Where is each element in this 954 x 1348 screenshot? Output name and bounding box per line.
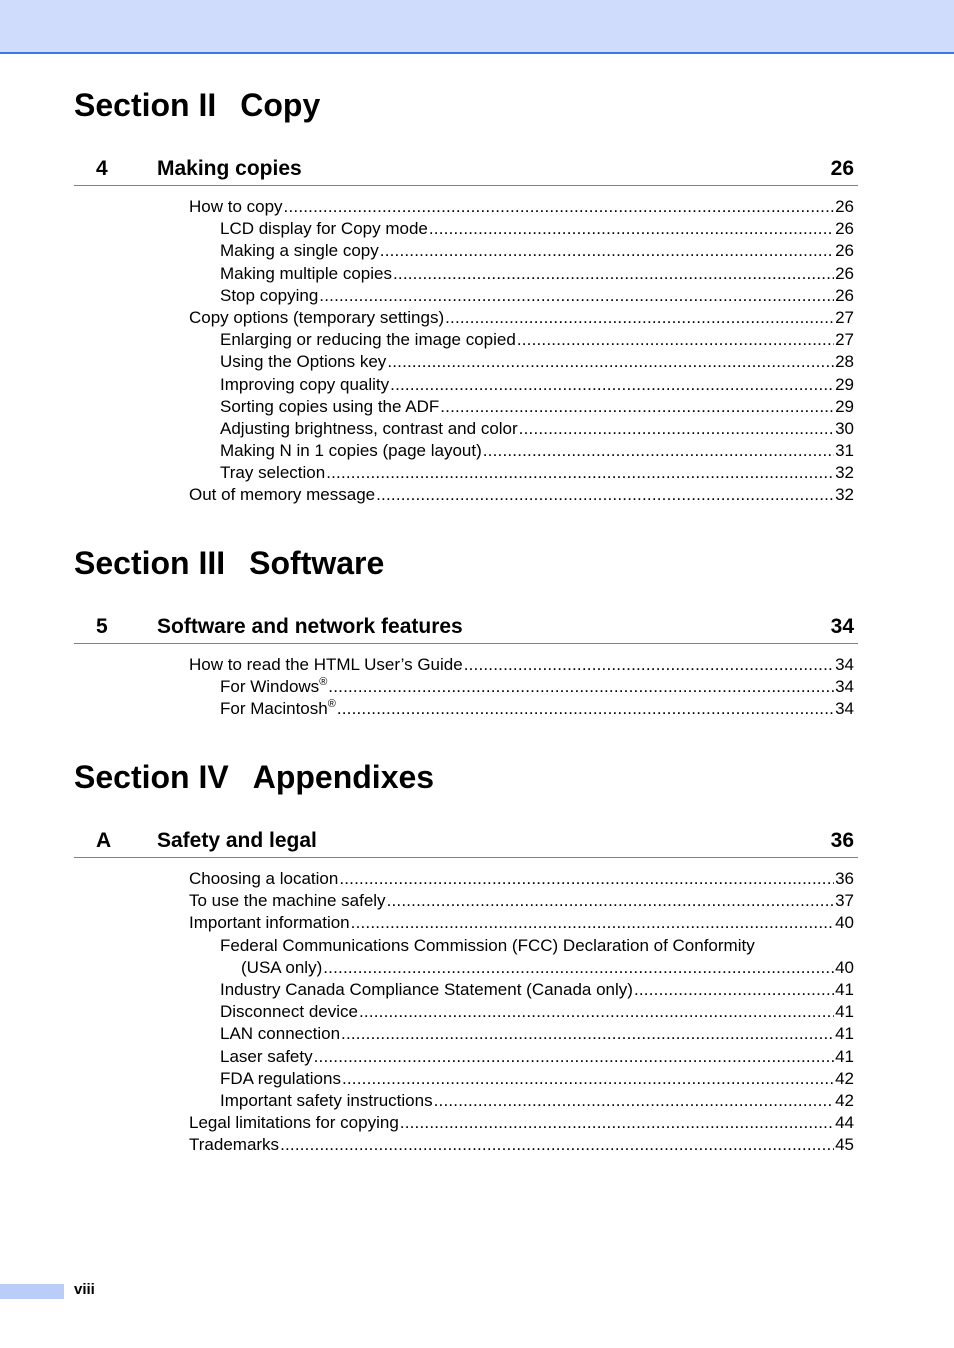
dot-leader [323, 957, 834, 979]
toc-entry[interactable] [189, 240, 854, 262]
dot-leader [326, 462, 834, 484]
toc-entry[interactable] [189, 263, 854, 285]
toc-entry[interactable] [189, 1134, 854, 1156]
toc-entry-title: Adjusting brightness, contrast and color [220, 418, 518, 438]
dot-leader [393, 263, 834, 285]
toc-entry[interactable] [189, 979, 854, 1001]
toc-entry[interactable] [189, 935, 854, 957]
toc-entry-title: Enlarging or reducing the image copied [220, 330, 516, 350]
toc-entry-title: Important safety instructions [220, 1090, 433, 1110]
chapter-heading[interactable]: 5 Software and network features 34 [74, 613, 858, 644]
toc-entry-title: Legal limitations for copying [189, 1113, 399, 1133]
toc-entry-title: FDA regulations [220, 1068, 341, 1088]
toc-list [189, 196, 854, 507]
toc-entry-title: For Macintosh® [220, 697, 336, 719]
toc-list [189, 868, 854, 1156]
toc-entry-page: 27 [835, 307, 854, 327]
toc-entry-title: Copy options (temporary settings) [189, 307, 445, 327]
toc-entry-page: 41 [835, 1024, 854, 1044]
toc-entry-title: Trademarks [189, 1135, 280, 1155]
toc-entry-page: 42 [835, 1068, 854, 1088]
toc-entry[interactable] [189, 912, 854, 934]
toc-entry[interactable] [189, 218, 854, 240]
toc-entry-title: Out of memory message [189, 485, 376, 505]
toc-entry-page: 44 [835, 1113, 854, 1133]
dot-leader [342, 1068, 834, 1090]
toc-entry[interactable] [189, 440, 854, 462]
toc-entry[interactable] [189, 1023, 854, 1045]
dot-leader [319, 285, 834, 307]
dot-leader [387, 890, 835, 912]
dot-leader [341, 1023, 834, 1045]
toc-entry[interactable] [189, 957, 854, 979]
toc-entry[interactable] [189, 1001, 854, 1023]
dot-leader [429, 218, 834, 240]
dot-leader [445, 307, 834, 329]
toc-entry[interactable] [189, 307, 854, 329]
toc-entry-title: (USA only) [241, 957, 323, 977]
toc-entry[interactable] [189, 1046, 854, 1068]
toc-entry-title: How to read the HTML User’s Guide [189, 655, 463, 674]
toc-entry-page: 26 [835, 263, 854, 283]
toc-entry-title: Disconnect device [220, 1002, 358, 1022]
dot-leader [380, 240, 834, 262]
dot-leader [387, 351, 834, 373]
toc-entry-page: 34 [835, 677, 854, 697]
toc-entry-page: 40 [835, 913, 854, 933]
toc-entry[interactable] [189, 462, 854, 484]
dot-leader [440, 396, 834, 418]
toc-entry-page: 41 [835, 1046, 854, 1066]
toc-entry-title: Laser safety [220, 1046, 313, 1066]
dot-leader [400, 1112, 834, 1134]
toc-entry-page: 45 [835, 1135, 854, 1155]
chapter-heading[interactable]: 4 Making copies 26 [74, 155, 858, 186]
dot-leader [376, 484, 834, 506]
toc-entry-page: 29 [835, 374, 854, 394]
toc-entry-page: 26 [835, 285, 854, 305]
section-title: Section IV Appendixes [74, 759, 435, 795]
dot-leader [337, 698, 834, 720]
chapter-heading[interactable]: A Safety and legal 36 [74, 827, 858, 858]
page-number: viii [74, 1281, 95, 1298]
toc-entry[interactable] [189, 1068, 854, 1090]
dot-leader [634, 979, 834, 1001]
dot-leader [464, 654, 834, 676]
dot-leader [359, 1001, 834, 1023]
dot-leader [390, 374, 834, 396]
toc-list [189, 654, 854, 721]
toc-entry-page: 28 [835, 352, 854, 372]
toc-entry-title: Important information [189, 913, 350, 933]
header-band [0, 0, 954, 54]
dot-leader [434, 1090, 834, 1112]
dot-leader [314, 1046, 834, 1068]
section-title: Section III Software [74, 545, 385, 581]
toc-entry-title: Making multiple copies [220, 263, 392, 283]
toc-entry-title: Improving copy quality [220, 374, 390, 394]
registered-mark: ® [327, 697, 336, 710]
registered-mark: ® [319, 675, 328, 688]
toc-entry-page: 27 [835, 330, 854, 350]
toc-entry[interactable] [189, 1090, 854, 1112]
toc-entry-page: 26 [835, 219, 854, 239]
toc-entry[interactable] [189, 484, 854, 506]
toc-entry[interactable] [189, 676, 854, 698]
toc-entry-page: 26 [835, 241, 854, 261]
toc-entry-page: 29 [835, 396, 854, 416]
toc-entry-page: 30 [835, 418, 854, 438]
dot-leader [328, 676, 834, 698]
footer-band [0, 1284, 64, 1299]
toc-entry-title: To use the machine safely [189, 891, 386, 911]
toc-entry-title: LAN connection [220, 1024, 341, 1044]
dot-leader [351, 912, 834, 934]
toc-entry-page: 32 [835, 485, 854, 505]
toc-entry-page: 34 [835, 699, 854, 719]
toc-entry-page: 37 [835, 891, 854, 911]
toc-entry[interactable] [189, 374, 854, 396]
dot-leader [339, 868, 834, 890]
toc-entry-page: 40 [835, 957, 854, 977]
toc-entry-title: Industry Canada Compliance Statement (Canada only) [220, 979, 633, 999]
toc-entry-page: 41 [835, 1002, 854, 1022]
toc-entry[interactable] [189, 418, 854, 440]
toc-entry[interactable] [189, 351, 854, 373]
toc-entry-title: LCD display for Copy mode [220, 219, 428, 239]
toc-entry-page: 26 [835, 197, 854, 216]
toc-entry-page: 41 [835, 979, 854, 999]
toc-entry[interactable] [189, 285, 854, 307]
toc-entry-page: 31 [835, 441, 854, 461]
toc-entry-title: Using the Options key [220, 352, 387, 372]
toc-entry-page: 32 [835, 463, 854, 483]
toc-entry[interactable] [189, 868, 854, 890]
toc-entry-page: 42 [835, 1090, 854, 1110]
toc-entry-page: 34 [835, 655, 854, 674]
toc-entry-page: 36 [835, 869, 854, 888]
dot-leader [284, 196, 835, 218]
dot-leader [280, 1134, 834, 1156]
toc-entry-title: Stop copying [220, 285, 319, 305]
toc-entry-title: Sorting copies using the ADF [220, 396, 440, 416]
dot-leader [483, 440, 834, 462]
toc-entry[interactable] [189, 329, 854, 351]
toc-entry[interactable] [189, 1112, 854, 1134]
toc-entry-title: Making a single copy [220, 241, 379, 261]
toc-entry-title: Choosing a location [189, 869, 339, 888]
toc-entry[interactable] [189, 890, 854, 912]
toc-entry-title: Making N in 1 copies (page layout) [220, 441, 482, 461]
toc-entry[interactable] [189, 654, 854, 676]
section-title: Section II Copy [74, 87, 321, 123]
toc-entry[interactable] [189, 396, 854, 418]
dot-leader [519, 418, 834, 440]
toc-entry-title: For Windows® [220, 675, 328, 697]
toc-entry[interactable] [189, 698, 854, 720]
toc-entry-title: Tray selection [220, 463, 326, 483]
toc-entry-title: Federal Communications Commission (FCC) Declaration of Conformity [220, 935, 755, 955]
toc-entry-title: How to copy [189, 197, 283, 216]
toc-entry[interactable] [189, 196, 854, 218]
dot-leader [517, 329, 834, 351]
